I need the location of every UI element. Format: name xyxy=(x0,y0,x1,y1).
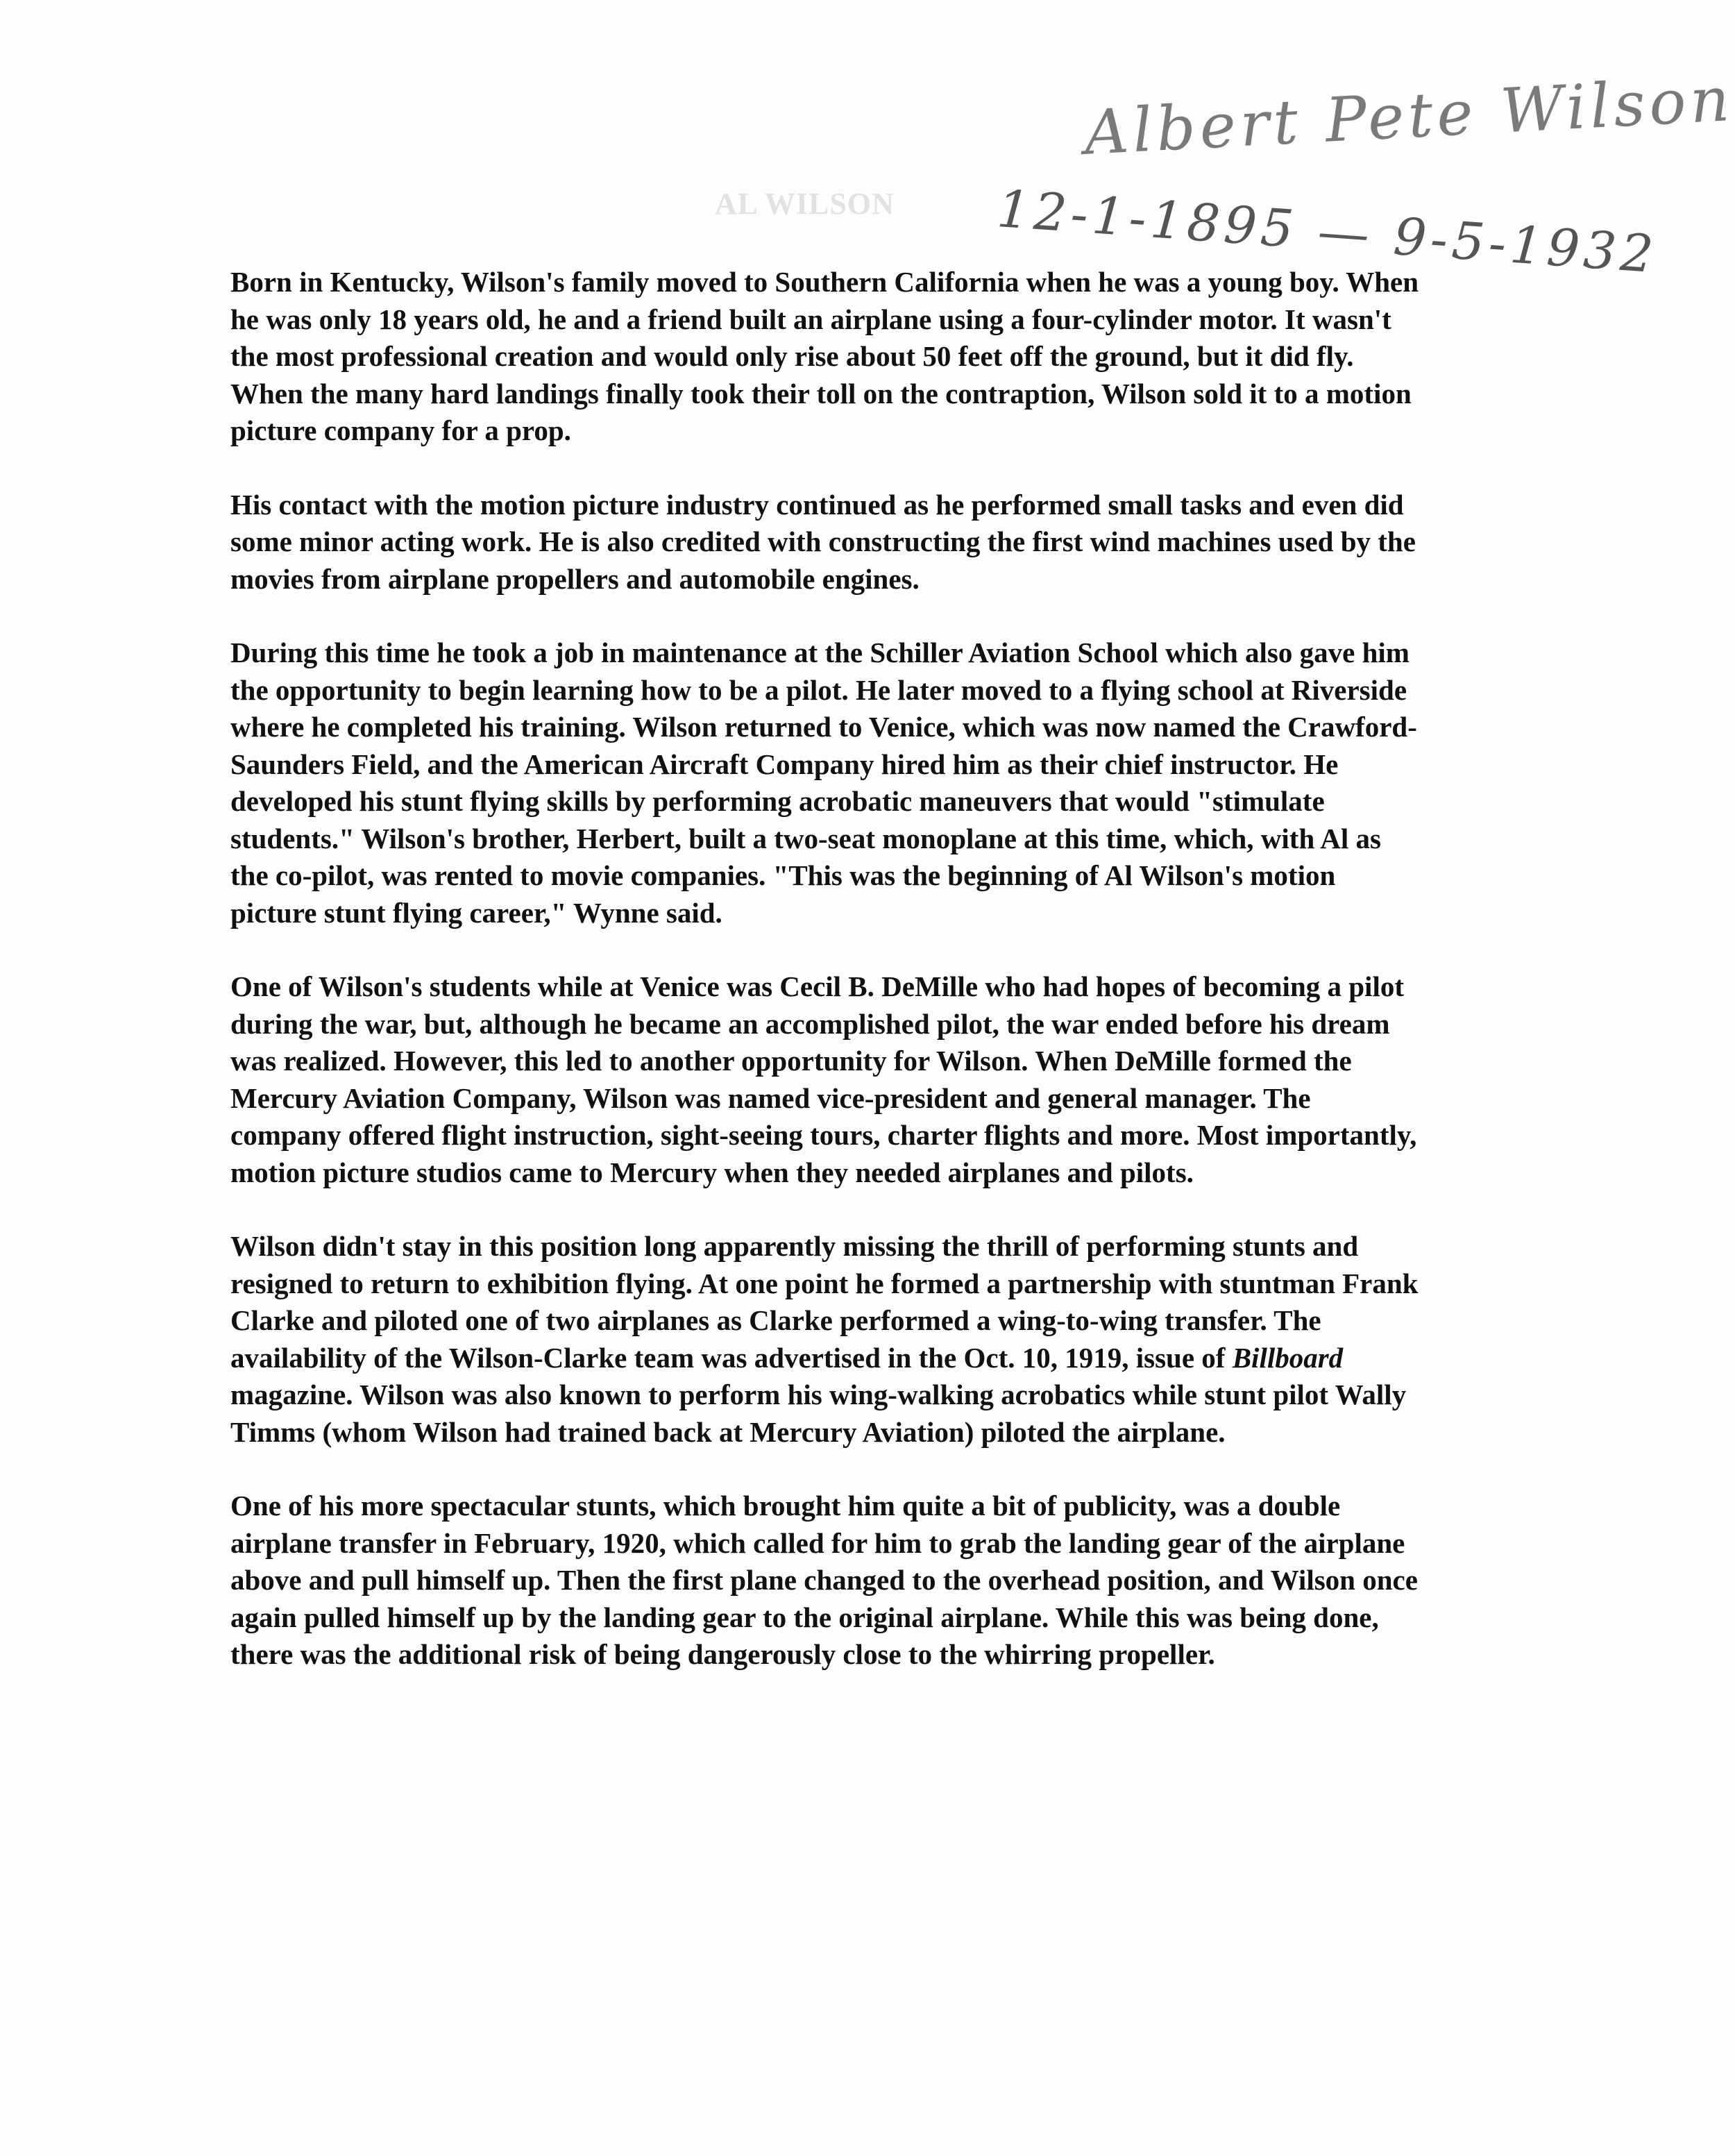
paragraph-2: His contact with the motion picture industry continued as he performed small tasks and even did some minor acting work. He is also credited with constructing the first wind machines used by the movies from airplane propellers and automobile engines. xyxy=(230,488,1416,595)
paragraph-6: One of his more spectacular stunts, which brought him quite a bit of publicity, was a double airplane transfer in February, 1920, which called for him to grab the landing gear of the airplane above and pull himself up. Then the first plane changed to the overhead position, and Wilson once again pulled himself up by the landing gear to the original airplane. While this was being done, there was the additional risk of being dangerously close to the whirring propeller. xyxy=(230,1490,1418,1670)
paragraph-5: Wilson didn't stay in this position long apparently missing the thrill of performing stunts and resigned to return to exhibition flying. At one point he formed a partnership with stuntman Frank Clarke and piloted one of two airplanes as Clarke performed a wing-to-wing transfer. The availability of the Wilson-Clarke team was advertised in the Oct. 10, 1919, issue of Billboard magazine. Wilson was also known to perform his wing-walking acrobatics while stunt pilot Wally Timms (whom Wilson had trained back at Mercury Aviation) piloted the airplane. xyxy=(230,1230,1419,1448)
paragraph-4: One of Wilson's students while at Venice was Cecil B. DeMille who had hopes of becoming a pilot during the war, but, although he became an accomplished pilot, the war ended before his dream was realized. However, this led to another opportunity for Wilson. When DeMille formed the Mercury Aviation Company, Wilson was named vice-president and general manager. The company offered flight instruction, sight-seeing tours, charter flights and more. Most importantly, motion picture studios came to Mercury when they needed airplanes and pilots. xyxy=(230,970,1417,1188)
paragraph-3: During this time he took a job in maintenance at the Schiller Aviation School which also gave him the opportunity to begin learning how to be a pilot. He later moved to a flying school at Riverside where he completed his training. Wilson returned to Venice, which was now named the Crawford-Saunders Field, and the American Aircraft Company hired him as their chief instructor. He developed his stunt flying skills by performing acrobatic maneuvers that would "stimulate students." Wilson's brother, Herbert, built a two-seat monoplane at this time, which, with Al as the co-pilot, was rented to movie companies. "This was the beginning of Al Wilson's motion picture stunt flying career," Wynne said. xyxy=(230,637,1417,929)
document-title: AL WILSON xyxy=(715,187,895,221)
publication-title: Billboard xyxy=(1232,1341,1344,1374)
handwritten-dates: 12-1-1895 — 9-5-1932 xyxy=(995,179,1659,285)
paragraph-1: Born in Kentucky, Wilson's family moved to Southern California when he was a young boy. When he was only 18 years old, he and a friend built an airplane using a four-cylinder motor. It wasn't the most professional creation and would only rise about 50 feet off the ground, but it did fly. When the many hard landings finally took their toll on the contraption, Wilson sold it to a motion picture company for a prop. xyxy=(230,266,1419,446)
handwritten-name: Albert Pete Wilson xyxy=(1083,62,1735,169)
document-body xyxy=(230,264,1424,1710)
